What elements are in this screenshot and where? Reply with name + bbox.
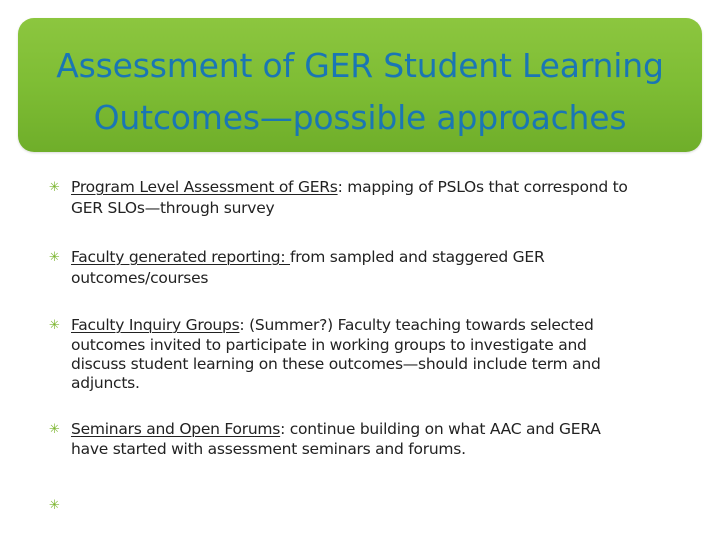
title-banner	[18, 18, 702, 152]
slide-title-line-2: Outcomes—possible approaches	[93, 98, 627, 137]
bullet-asterisk-icon: ✳	[49, 498, 60, 513]
bullet-asterisk-icon: ✳	[49, 318, 60, 333]
bullet-heading: Seminars and Open Forums	[71, 420, 281, 438]
bullet-asterisk-icon: ✳	[49, 250, 60, 265]
bullet-asterisk-icon: ✳	[49, 422, 60, 437]
bullet-text: outcomes invited to participate in working groups to investigate and	[71, 336, 587, 354]
bullet-text: from sampled and staggered GER	[290, 248, 545, 266]
bullet-text: discuss student learning on these outcomes—should include term and	[71, 355, 601, 373]
bullet-text: have started with assessment seminars and forums.	[71, 440, 466, 458]
bullet-text: continue building on what AAC and GERA	[285, 420, 601, 438]
bullet-asterisk-icon: ✳	[49, 180, 60, 195]
bullet-text: GER SLOs—through survey	[71, 199, 275, 217]
bullet-text: mapping of PSLOs that correspond to	[342, 178, 628, 196]
bullet-text: (Summer?) Faculty teaching towards selected	[244, 316, 594, 334]
bullet-heading: Program Level Assessment of GERs	[71, 178, 338, 196]
bullet-heading: Faculty Inquiry Groups	[71, 316, 240, 334]
slide-title-line-1: Assessment of GER Student Learning	[56, 46, 664, 85]
bullet-heading: Faculty generated reporting:	[71, 248, 291, 266]
bullet-text: adjuncts.	[71, 374, 140, 392]
bullet-text: outcomes/courses	[71, 269, 209, 287]
